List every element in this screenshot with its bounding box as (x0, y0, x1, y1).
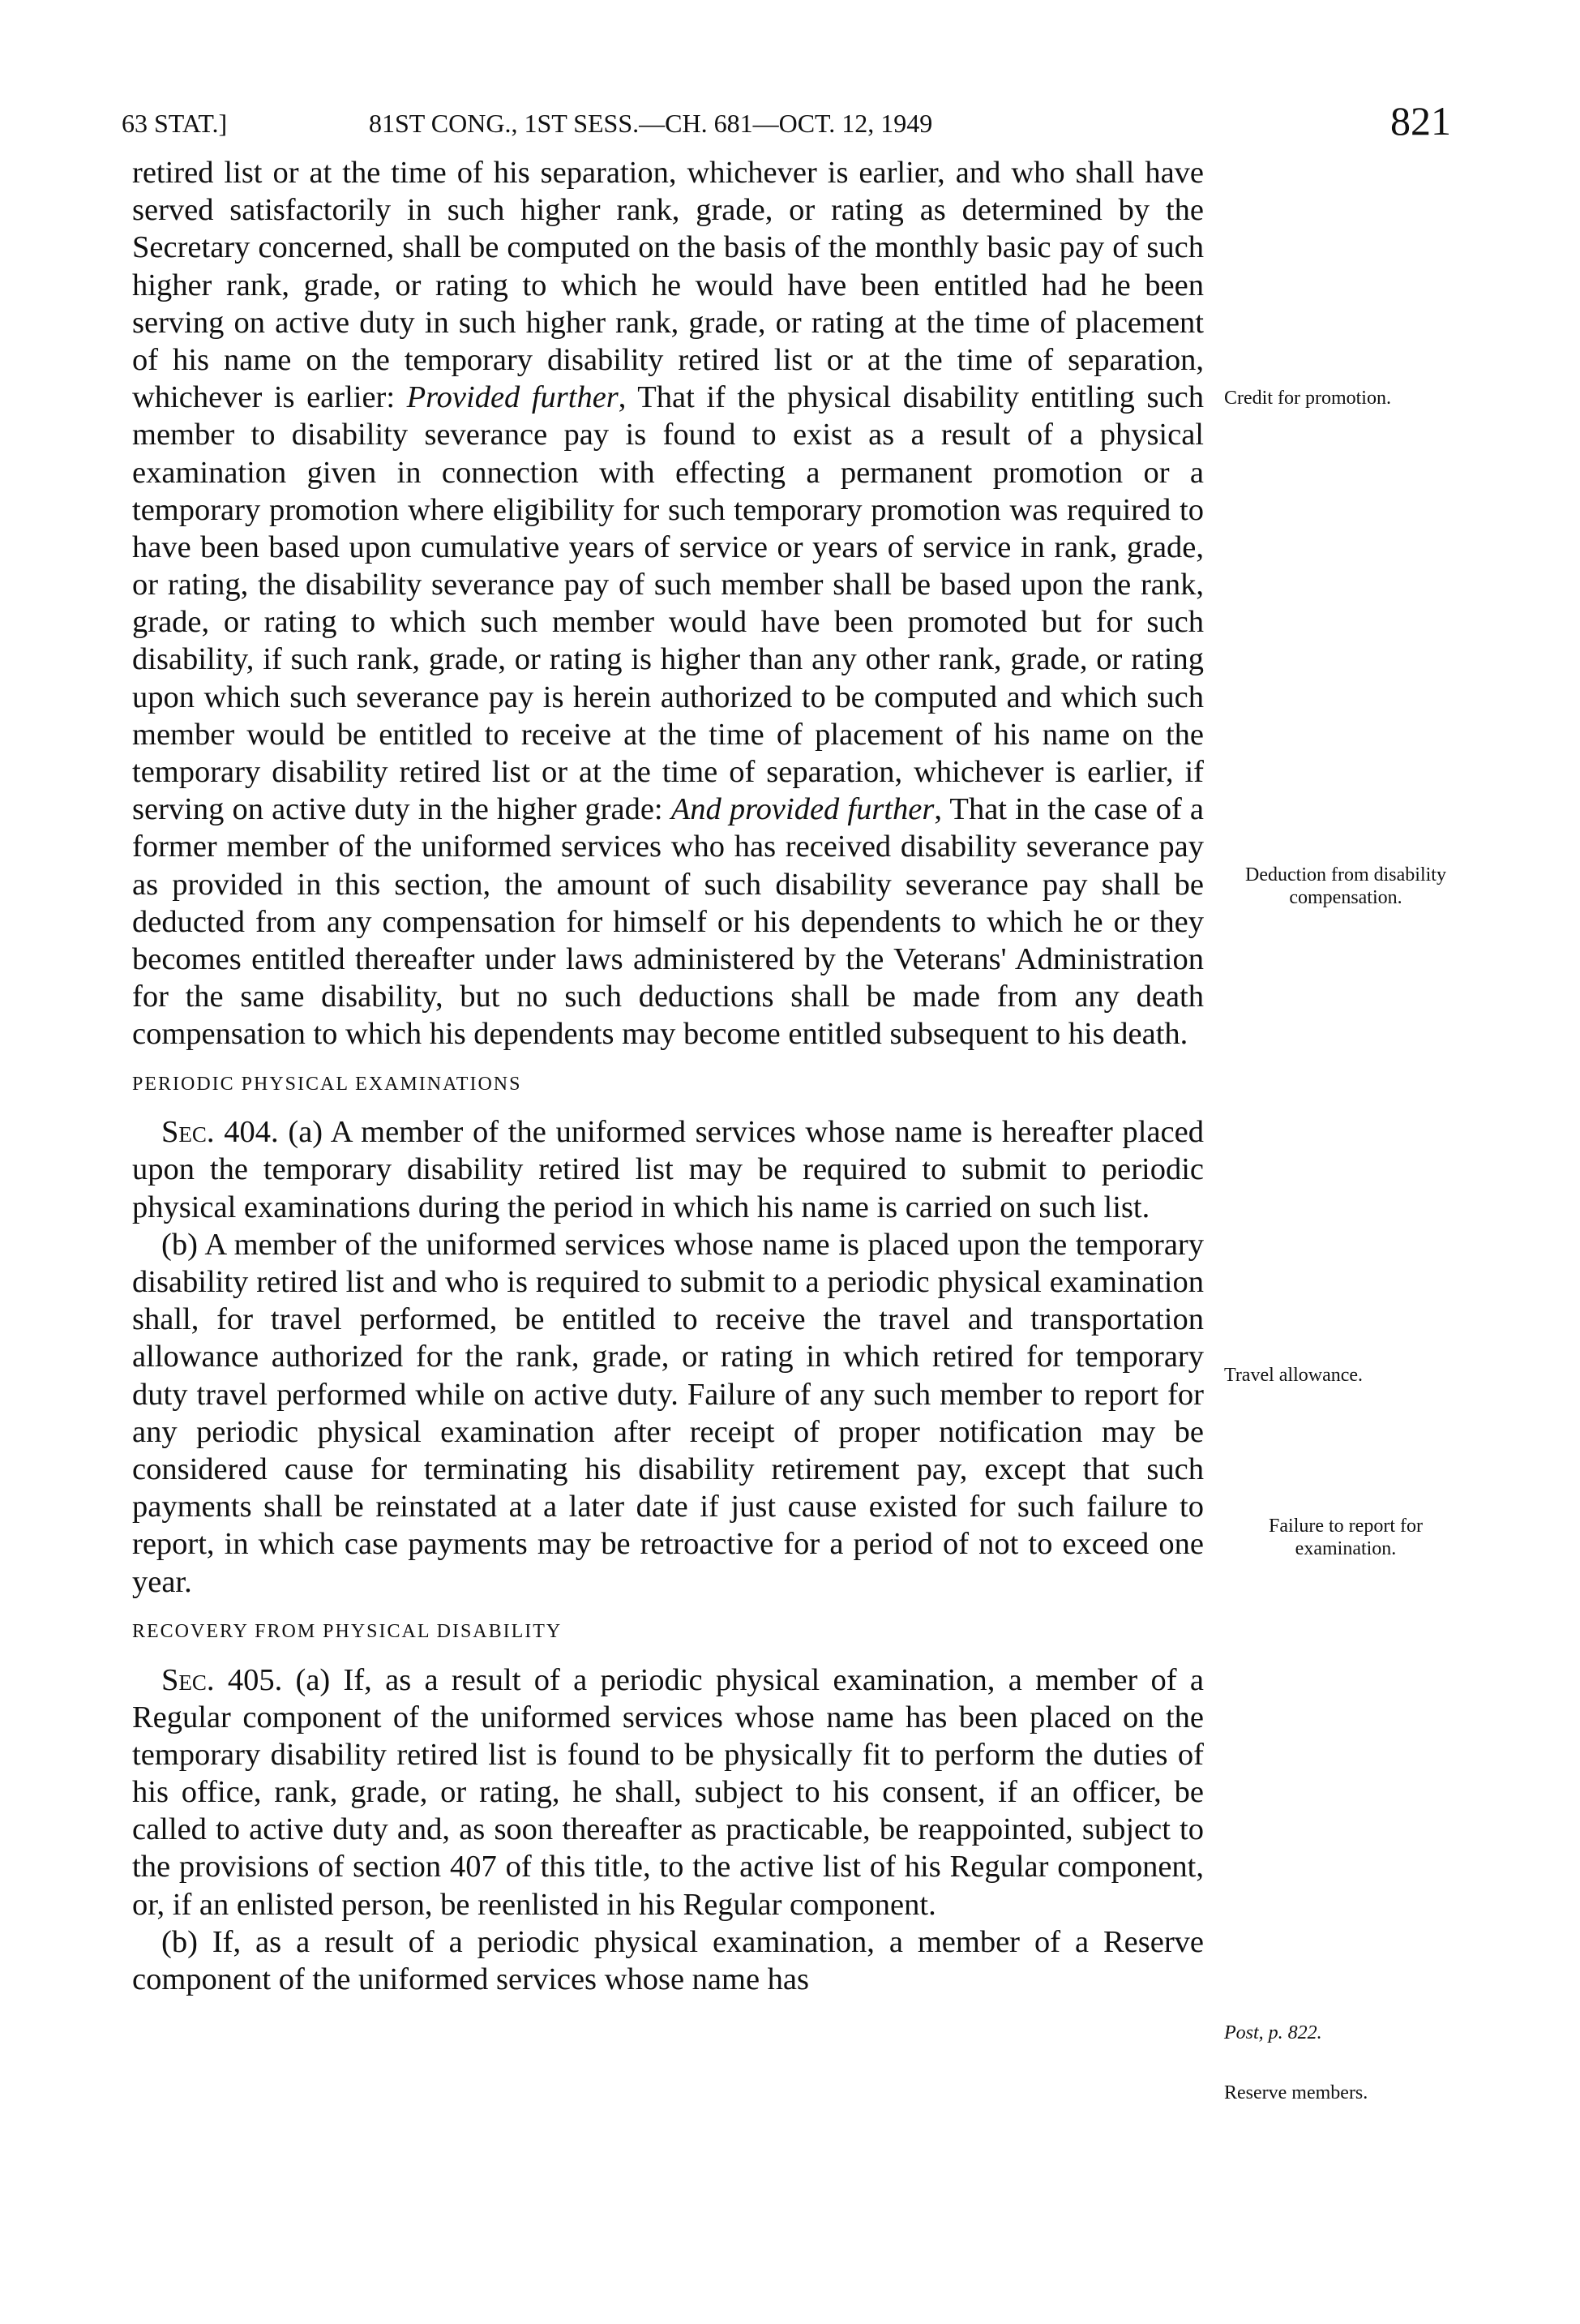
proviso-italic: Provided further (406, 380, 619, 415)
running-head: 81ST CONG., 1ST SESS.—CH. 681—OCT. 12, 1949 (369, 109, 933, 138)
margin-note-travel: Travel allowance. (1224, 1365, 1364, 1386)
paragraph-continued: retired list or at the time of his separation, whichever is earlier, and who shall have served satisfactorily in such higher rank, grade, or rating as determined by the Secretary concerned, shall be computed on the basis of the monthly basic pay of such higher rank, grade, or rating to which he would have been entitled had he been serving on active duty in such higher rank, grade, or rating at the time of placement of his name on the temporary disability retired list or at the time of separation, whichever is earlier: Provided further, That if the physical disability entitling such member to disability severance pay is found to exist as a result of a physical examination given in connection with effecting a permanent promotion or a temporary promotion where eligibility for such temporary promotion was required to have been based upon cumulative years of service or years of service in rank, grade, or rating, the disability severance pay of such member shall be based upon the rank, grade, or rating to which such member would have been promoted but for such disability, if such rank, grade, or rating is higher than any other rank, grade, or rating upon which such severance pay is herein authorized to be computed and which such member would be entitled to receive at the time of placement of his name on the temporary disability retired list or at the time of separation, whichever is earlier, if serving on active duty in the higher grade: And provided further, That in the case of a former member of the uniformed services who has received disability severance pay as provided in this section, the amount of such disability severance pay shall be deducted from any compensation for himself or his dependents to which he or they becomes entitled thereafter under laws administered by the Veterans' Administration for the same disability, but no such deductions shall be made from any death compensation to which his dependents may become entitled subsequent to his death. (132, 156, 1205, 1052)
sec-label: Sec (161, 1662, 207, 1697)
section-404a: Sec. 404. (a) A member of the uniformed services whose name is hereafter placed upon the temporary disability retired list may be required to submit to periodic physical examinations during the period in which his name is carried on such list. (132, 1115, 1204, 1224)
section-405a: Sec. 405. (a) If, as a result of a periodic physical examination, a member of a Regular component of the uniformed services whose name has been placed on the temporary disability retired list is found to be physically fit to perform the duties of his office, rank, grade, or rating, he shall, subject to his consent, if an officer, be called to active duty and, as soon thereafter as practicable, be reappointed, subject to the provisions of section 407 of this title, to the active list of his Regular component, or, if an enlisted person, be reenlisted in his Regular component. (132, 1662, 1204, 1922)
sec-label: Sec (161, 1115, 207, 1150)
section-heading: PERIODIC PHYSICAL EXAMINATIONS (132, 1073, 522, 1095)
margin-note-deduction: Deduction from disability compensation. (1245, 864, 1446, 908)
page-number: 821 (1390, 98, 1451, 144)
page-header (122, 97, 1451, 146)
margin-note-failure: Failure to report for examination. (1269, 1516, 1423, 1559)
margin-note-post: Post, p. 822. (1224, 2022, 1322, 2043)
section-404b: (b) A member of the uniformed services whose name is placed upon the temporary disability retired list and who is required to submit to a periodic physical examination shall, for travel performed, be entitled to receive the travel and transportation allowance authorized for the rank, grade, or rating in which retired for temporary duty travel performed while on active duty. Failure of any such member to report for any periodic physical examination after receipt of proper notification may be considered cause for terminating his disability retirement pay, except that such payments shall be reinstated at a later date if just cause existed for such failure to report, in which case payments may be retroactive for a period of not to exceed one year. (132, 1227, 1204, 1599)
section-405b: (b) If, as a result of a periodic physical examination, a member of a Reserve component of the uniformed services whose name has (132, 1924, 1204, 1997)
main-text-column (132, 154, 1204, 1998)
margin-note-credit: Credit for promotion. (1224, 388, 1391, 409)
statute-volume: 63 STAT.] (122, 109, 228, 138)
proviso-italic: And provided further (670, 792, 935, 827)
margin-note-reserve: Reserve members. (1224, 2082, 1368, 2103)
section-heading: RECOVERY FROM PHYSICAL DISABILITY (132, 1620, 563, 1642)
